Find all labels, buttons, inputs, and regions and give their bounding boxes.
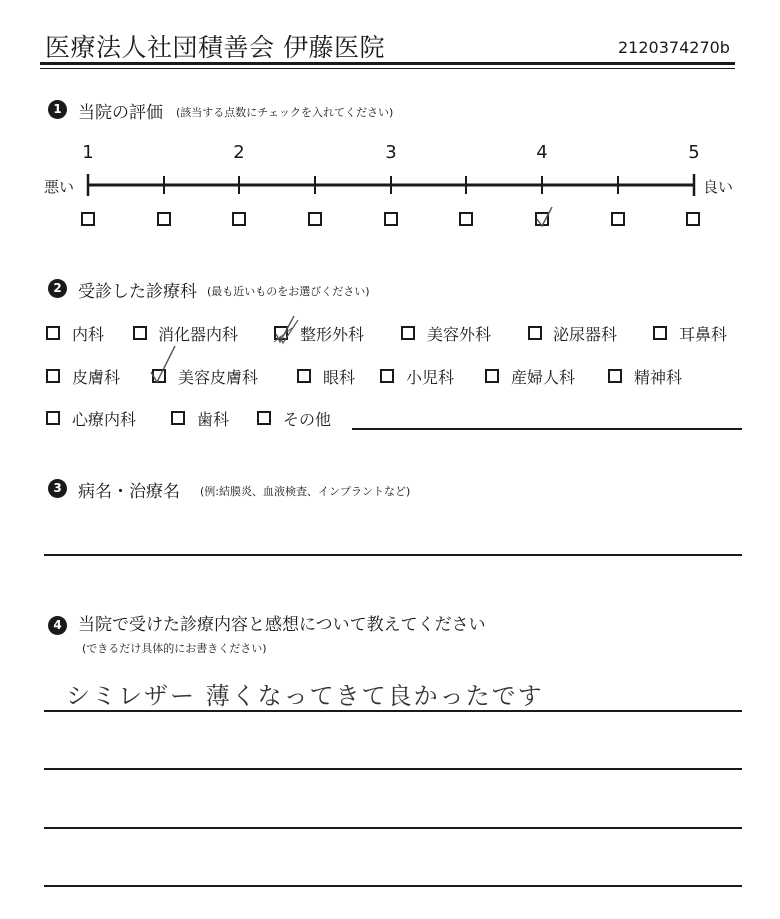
- rating-scale: [80, 168, 710, 208]
- dept-checkbox-ent[interactable]: [653, 326, 667, 340]
- header-rule-thick: [40, 62, 735, 65]
- dept-label-pediatrics: 小児科: [406, 368, 455, 387]
- section-4-title: 当院で受けた診療内容と感想について教えてください: [78, 615, 486, 635]
- dept-label-obgyn: 産婦人科: [511, 368, 576, 387]
- rating-tick-3: 3: [385, 142, 397, 163]
- dept-checkbox-dermatology[interactable]: [46, 369, 60, 383]
- dept-checkbox-cosmetic-surgery[interactable]: [401, 326, 415, 340]
- section-4-badge: 4: [48, 616, 67, 635]
- rating-checkbox-1-5[interactable]: [157, 212, 171, 226]
- page-title: 医療法人社団積善会 伊藤医院: [45, 33, 385, 62]
- dept-checkbox-gastro[interactable]: [133, 326, 147, 340]
- section-2-title: 受診した診療科: [78, 282, 197, 302]
- dept-checkbox-pediatrics[interactable]: [380, 369, 394, 383]
- section-2-badge: 2: [48, 279, 67, 298]
- dept-checkbox-dental[interactable]: [171, 411, 185, 425]
- feedback-handwritten-text: シミレザー 薄くなってきて良かったです: [66, 682, 544, 710]
- rating-checkbox-2[interactable]: [232, 212, 246, 226]
- section-1-badge: 1: [48, 100, 67, 119]
- dept-checkbox-psychiatry[interactable]: [608, 369, 622, 383]
- rating-tick-2: 2: [233, 142, 245, 163]
- dept-label-dental: 歯科: [197, 410, 230, 429]
- rating-checkbox-3[interactable]: [384, 212, 398, 226]
- dept-label-gastro: 消化器内科: [158, 325, 239, 344]
- rating-checkbox-5[interactable]: [686, 212, 700, 226]
- dept-label-psychiatry: 精神科: [634, 368, 683, 387]
- section-2-note: (最も近いものをお選びください): [207, 285, 370, 298]
- feedback-write-line-1[interactable]: [44, 710, 742, 712]
- section-3-badge: 3: [48, 479, 67, 498]
- dept-label-dermatology: 皮膚科: [72, 368, 121, 387]
- section-3-title: 病名・治療名: [78, 482, 180, 502]
- dept-checkbox-psychosomatic[interactable]: [46, 411, 60, 425]
- ortho-check-mark-icon: [262, 312, 302, 356]
- section-1-title: 当院の評価: [78, 103, 163, 123]
- section-4-note: (できるだけ具体的にお書きください): [82, 642, 267, 655]
- rating-checkbox-3-5[interactable]: [459, 212, 473, 226]
- rating-low-label: 悪い: [44, 178, 75, 196]
- dept-checkbox-urology[interactable]: [528, 326, 542, 340]
- dept-label-ophthalmology: 眼科: [323, 368, 356, 387]
- rating-high-label: 良い: [703, 178, 734, 196]
- dept-checkbox-internal[interactable]: [46, 326, 60, 340]
- rating-check-mark-icon: [534, 204, 556, 230]
- dept-label-urology: 泌尿器科: [553, 325, 618, 344]
- feedback-write-line-3[interactable]: [44, 827, 742, 829]
- cosmetic-derm-check-mark-icon: [145, 342, 181, 386]
- dept-checkbox-obgyn[interactable]: [485, 369, 499, 383]
- other-write-line[interactable]: [352, 428, 742, 430]
- dept-label-cosmetic-surgery: 美容外科: [427, 325, 492, 344]
- header-rule-thin: [40, 68, 735, 69]
- dept-label-internal: 内科: [72, 325, 105, 344]
- dept-checkbox-ophthalmology[interactable]: [297, 369, 311, 383]
- section-1-note: (該当する点数にチェックを入れてください): [176, 106, 394, 119]
- rating-tick-4: 4: [536, 142, 548, 163]
- form-id: 2120374270b: [618, 38, 730, 57]
- feedback-write-line-2[interactable]: [44, 768, 742, 770]
- dept-label-ent: 耳鼻科: [679, 325, 728, 344]
- dept-checkbox-other[interactable]: [257, 411, 271, 425]
- rating-checkbox-4-5[interactable]: [611, 212, 625, 226]
- rating-tick-5: 5: [688, 142, 700, 163]
- rating-checkbox-2-5[interactable]: [308, 212, 322, 226]
- diagnosis-write-line[interactable]: [44, 554, 742, 556]
- dept-label-psychosomatic: 心療内科: [72, 410, 137, 429]
- rating-checkbox-1[interactable]: [81, 212, 95, 226]
- section-3-note: (例:結膜炎、血液検査、インプラントなど): [200, 485, 411, 498]
- dept-label-ortho: 整形外科: [300, 325, 365, 344]
- rating-tick-1: 1: [82, 142, 94, 163]
- dept-label-cosmetic-derm: 美容皮膚科: [178, 368, 259, 387]
- feedback-write-line-4[interactable]: [44, 885, 742, 887]
- dept-label-other: その他: [283, 410, 332, 429]
